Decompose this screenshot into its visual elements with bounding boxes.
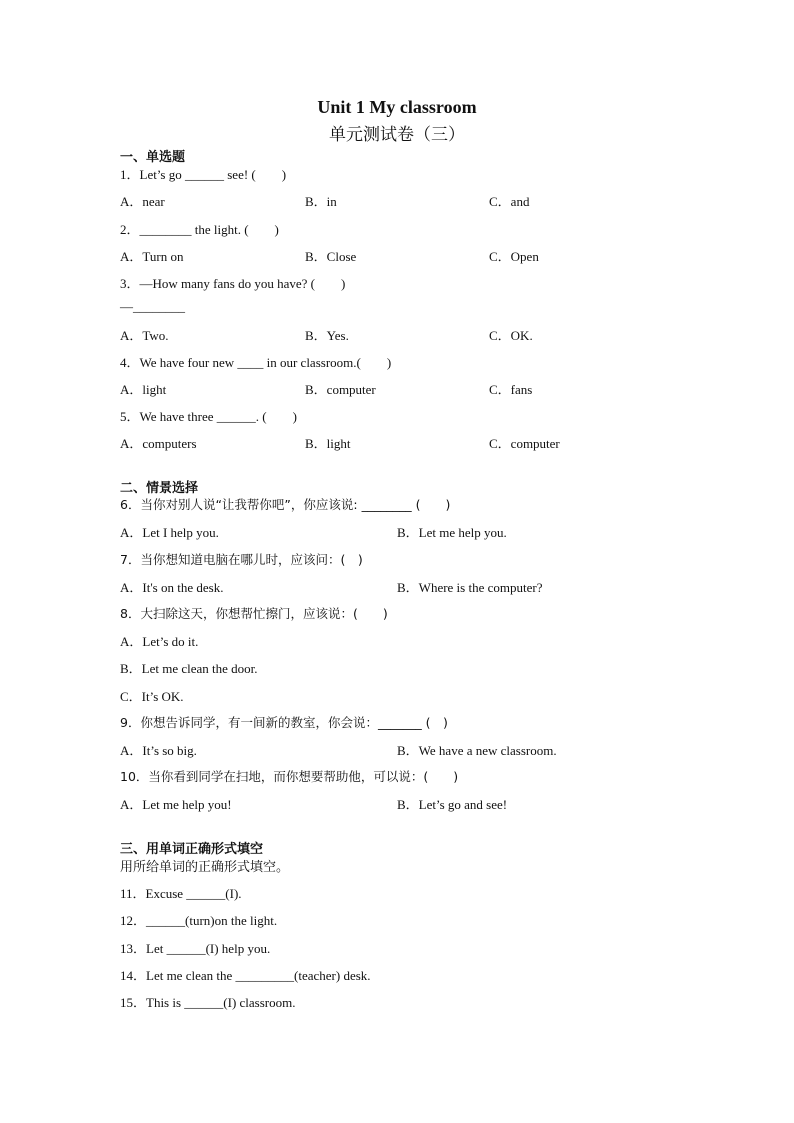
q5-option-a: A．computers: [120, 436, 197, 451]
q6-option-b: B．Let me help you.: [397, 525, 507, 540]
q10-option-a: A．Let me help you!: [120, 797, 232, 812]
question-12: 12．______(turn)on the light.: [120, 913, 278, 928]
q4-option-c: C．fans: [489, 382, 533, 397]
question-4: 4．We have four new ____ in our classroom.( ): [120, 355, 392, 370]
section-instruction: 用所给单词的正确形式填空。: [120, 860, 290, 875]
page-subtitle: 单元测试卷（三）: [329, 125, 465, 145]
question-10: 10．当你看到同学在扫地，而你想要帮助他，可以说：( ): [120, 769, 459, 784]
question-2: 2．________ the light. ( ): [120, 222, 279, 237]
q7-option-b: B．Where is the computer?: [397, 580, 543, 595]
q6-option-a: A．Let I help you.: [120, 525, 219, 540]
question-3: 3．—How many fans do you have? ( ): [120, 276, 346, 291]
q2-option-b: B．Close: [305, 249, 357, 264]
q1-option-c: C．and: [489, 194, 530, 209]
question-7: 7．当你想知道电脑在哪儿时，应该问：( ): [120, 552, 363, 567]
question-1: 1．Let’s go ______ see! ( ): [120, 167, 287, 182]
question-13: 13．Let ______(I) help you.: [120, 941, 271, 956]
question-6: 6．当你对别人说“让我帮你吧”，你应该说: ________ ( ): [120, 497, 451, 512]
q3-option-a: A．Two.: [120, 328, 169, 343]
q7-option-a: A．It's on the desk.: [120, 580, 224, 595]
q8-option-b: B．Let me clean the door.: [120, 661, 258, 676]
q5-option-c: C．computer: [489, 436, 560, 451]
q4-option-a: A．light: [120, 382, 167, 397]
q9-option-b: B．We have a new classroom.: [397, 743, 557, 758]
q1-option-b: B．in: [305, 194, 337, 209]
q5-option-b: B．light: [305, 436, 351, 451]
q3-answer-blank: —________: [120, 299, 185, 314]
q3-option-b: B．Yes.: [305, 328, 349, 343]
question-15: 15．This is ______(I) classroom.: [120, 995, 296, 1010]
q8-option-c: C．It’s OK.: [120, 689, 184, 704]
q1-option-a: A．near: [120, 194, 165, 209]
q9-option-a: A．It’s so big.: [120, 743, 197, 758]
section-heading-situational: 二、情景选择: [120, 481, 199, 496]
question-11: 11．Excuse ______(I).: [120, 886, 242, 901]
section-heading-fill-in: 三、用单词正确形式填空: [120, 842, 264, 857]
page-title: Unit 1 My classroom: [317, 97, 477, 117]
q10-option-b: B．Let’s go and see!: [397, 797, 508, 812]
q8-option-a: A．Let’s do it.: [120, 634, 199, 649]
q2-option-a: A．Turn on: [120, 249, 184, 264]
q3-option-c: C．OK.: [489, 328, 533, 343]
question-8: 8．大扫除这天，你想帮忙擦门，应该说：( ): [120, 606, 388, 621]
question-5: 5．We have three ______. ( ): [120, 409, 297, 424]
question-9: 9．你想告诉同学，有一间新的教室，你会说：_______ ( ): [120, 715, 448, 730]
section-heading-single-choice: 一、单选题: [120, 150, 186, 165]
q2-option-c: C．Open: [489, 249, 539, 264]
q4-option-b: B．computer: [305, 382, 376, 397]
question-14: 14．Let me clean the _________(teacher) desk.: [120, 968, 371, 983]
